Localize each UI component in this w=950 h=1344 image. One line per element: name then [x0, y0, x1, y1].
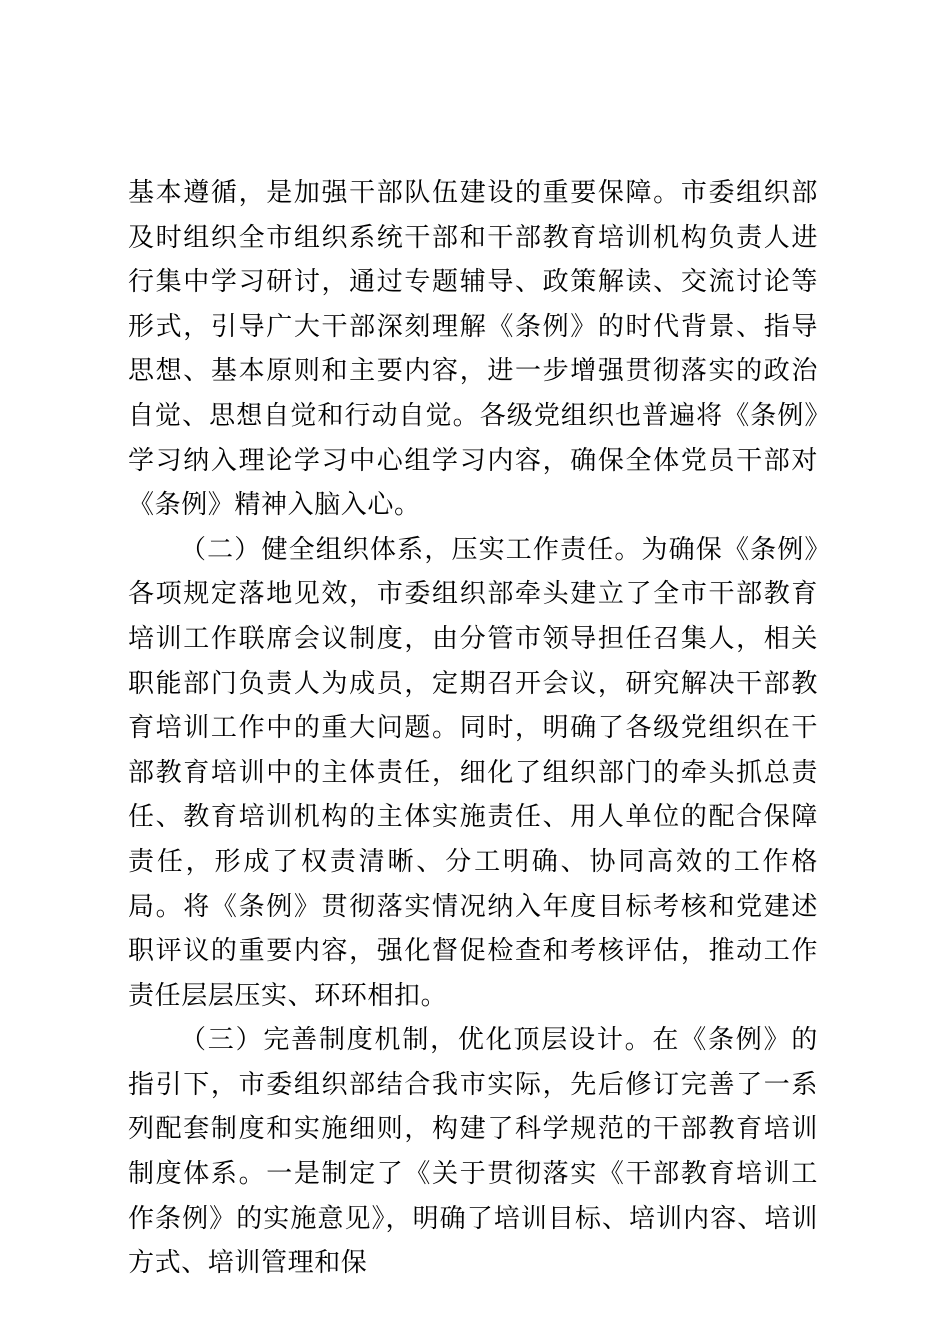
paragraph-2: （二）健全组织体系，压实工作责任。为确保《条例》各项规定落地见效，市委组织部牵头建立了全市干部教育培训工作联席会议制度，由分管市领导担任召集人，相关职能部门负责人为成员，定期召开会议，研究解决干部教育培训工作中的重大问题。同时，明确了各级党组织在干部教育培训中的主体责任，细化了组织部门的牵头抓总责任、教育培训机构的主体实施责任、用人单位的配合保障责任，形成了权责清晰、分工明确、协同高效的工作格局。将《条例》贯彻落实情况纳入年度目标考核和党建述职评议的重要内容，强化督促检查和考核评估，推动工作责任层层压实、环环相扣。: [128, 534, 818, 1011]
body-text: [128, 171, 818, 1286]
paragraph-3: （三）完善制度机制，优化顶层设计。在《条例》的指引下，市委组织部结合我市实际，先后修订完善了一系列配套制度和实施细则，构建了科学规范的干部教育培训制度体系。一是制定了《关于贯彻落实《干部教育培训工作条例》的实施意见》，明确了培训目标、培训内容、培训方式、培训管理和保: [128, 1025, 818, 1279]
paragraph-1: 基本遵循，是加强干部队伍建设的重要保障。市委组织部及时组织全市组织系统干部和干部教育培训机构负责人进行集中学习研讨，通过专题辅导、政策解读、交流讨论等形式，引导广大干部深刻理解《条例》的时代背景、指导思想、基本原则和主要内容，进一步增强贯彻落实的政治自觉、思想自觉和行动自觉。各级党组织也普遍将《条例》学习纳入理论学习中心组学习内容，确保全体党员干部对《条例》精神入脑入心。: [128, 178, 818, 521]
